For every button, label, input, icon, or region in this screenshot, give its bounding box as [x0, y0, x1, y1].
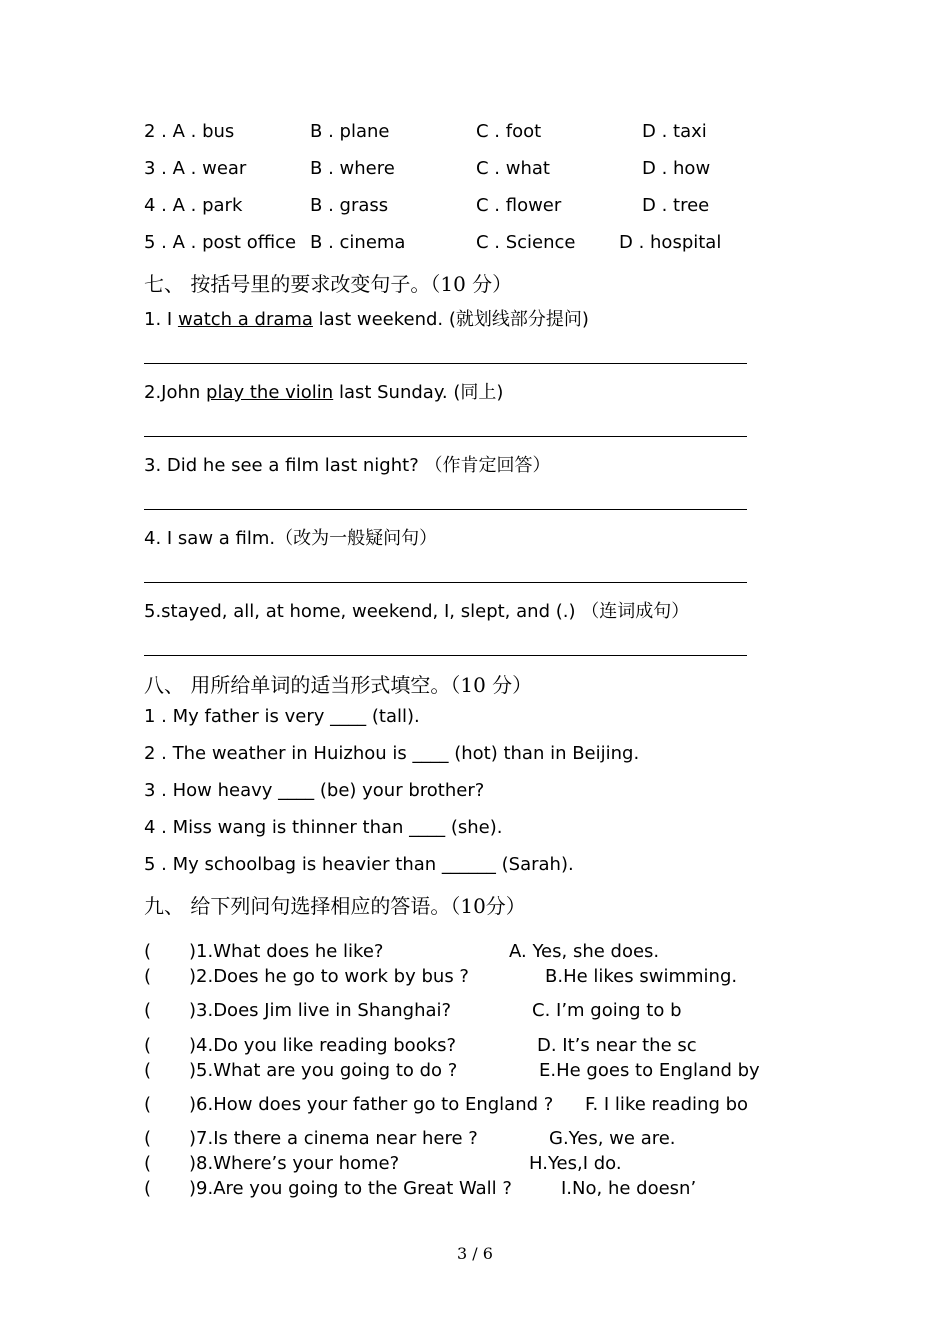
s9-answer-5: E.He goes to England by: [539, 1060, 760, 1081]
s9-question-3: )3.Does Jim live in Shanghai?: [189, 1000, 452, 1021]
s9-paren-5: (: [144, 1060, 152, 1081]
answer-line-4[interactable]: [144, 582, 747, 583]
s9-question-4: )4.Do you like reading books?: [189, 1035, 457, 1056]
mcq-row-3-a: 3 . A . wear: [144, 158, 247, 179]
s8-item-3: 3 . How heavy ____ (be) your brother?: [144, 780, 485, 801]
s9-paren-1: (: [144, 941, 152, 962]
mcq-row-4-a: 4 . A . park: [144, 195, 243, 216]
s9-question-9: )9.Are you going to the Great Wall ?: [189, 1178, 512, 1199]
s9-paren-4: (: [144, 1035, 152, 1056]
s9-answer-8: H.Yes,I do.: [529, 1153, 622, 1174]
s9-question-2: )2.Does he go to work by bus ?: [189, 966, 469, 987]
page-number: 3 / 6: [457, 1244, 493, 1263]
mcq-row-2-d: D . taxi: [642, 121, 707, 142]
mcq-row-2-a: 2 . A . bus: [144, 121, 235, 142]
s7-q1-underlined: watch a drama: [177, 309, 313, 330]
answer-line-3[interactable]: [144, 509, 747, 510]
mcq-row-4-b: B . grass: [310, 195, 389, 216]
section-7-heading: 七、 按括号里的要求改变句子。（10 分）: [144, 272, 513, 296]
s7-q2-suffix: last Sunday. (同上): [333, 382, 504, 403]
s9-paren-6: (: [144, 1094, 152, 1115]
s9-answer-2: B.He likes swimming.: [545, 966, 738, 987]
s7-q2-underlined: play the violin: [206, 382, 334, 403]
s9-answer-4: D. It’s near the sc: [537, 1035, 697, 1056]
s9-question-6: )6.How does your father go to England ?: [189, 1094, 554, 1115]
mcq-row-5-b: B . cinema: [310, 232, 406, 253]
s7-question-5: 5.stayed, all, at home, weekend, I, slept, and (.) （连词成句）: [144, 601, 690, 622]
s8-item-1: 1 . My father is very ____ (tall).: [144, 706, 420, 727]
s7-question-3: 3. Did he see a film last night? （作肯定回答）: [144, 455, 551, 476]
s9-answer-3: C. I’m going to b: [532, 1000, 682, 1021]
mcq-row-4-c: C . flower: [476, 195, 562, 216]
answer-line-1[interactable]: [144, 363, 747, 364]
s7-q1-suffix: last weekend. (就划线部分提问): [312, 309, 589, 330]
s7-question-1: [144, 305, 589, 331]
s7-q1-prefix: 1. I: [144, 309, 178, 330]
s8-item-4: 4 . Miss wang is thinner than ____ (she).: [144, 817, 503, 838]
mcq-row-5-c: C . Science: [476, 232, 576, 253]
s7-question-4: 4. I saw a film.（改为一般疑问句）: [144, 528, 438, 549]
section-9-heading: 九、 给下列问句选择相应的答语。（10分）: [144, 894, 526, 918]
s9-question-5: )5.What are you going to do ?: [189, 1060, 458, 1081]
s9-answer-7: G.Yes, we are.: [549, 1128, 676, 1149]
answer-line-2[interactable]: [144, 436, 747, 437]
s9-question-1: )1.What does he like?: [189, 941, 384, 962]
s9-answer-1: A. Yes, she does.: [509, 941, 660, 962]
mcq-row-2-c: C . foot: [476, 121, 542, 142]
s9-paren-7: (: [144, 1128, 152, 1149]
s7-question-2: [144, 378, 503, 404]
s8-item-5: 5 . My schoolbag is heavier than ______ (Sarah).: [144, 854, 574, 875]
mcq-row-3-d: D . how: [642, 158, 711, 179]
s9-question-8: )8.Where’s your home?: [189, 1153, 400, 1174]
mcq-row-3-c: C . what: [476, 158, 550, 179]
s9-question-7: )7.Is there a cinema near here ?: [189, 1128, 478, 1149]
s8-item-2: 2 . The weather in Huizhou is ____ (hot) than in Beijing.: [144, 743, 640, 764]
s9-paren-8: (: [144, 1153, 152, 1174]
s9-paren-9: (: [144, 1178, 152, 1199]
mcq-row-2-b: B . plane: [310, 121, 390, 142]
s9-answer-9: I.No, he doesn’: [561, 1178, 697, 1199]
s9-answer-6: F. I like reading bo: [585, 1094, 749, 1115]
answer-line-5[interactable]: [144, 655, 747, 656]
s7-q2-prefix: 2.John: [144, 382, 207, 403]
mcq-row-3-b: B . where: [310, 158, 395, 179]
mcq-row-5-d: D . hospital: [619, 232, 722, 253]
s9-paren-2: (: [144, 966, 152, 987]
mcq-row-5-a: 5 . A . post office: [144, 232, 297, 253]
mcq-row-4-d: D . tree: [642, 195, 710, 216]
section-8-heading: 八、 用所给单词的适当形式填空。（10 分）: [144, 673, 533, 697]
s9-paren-3: (: [144, 1000, 152, 1021]
